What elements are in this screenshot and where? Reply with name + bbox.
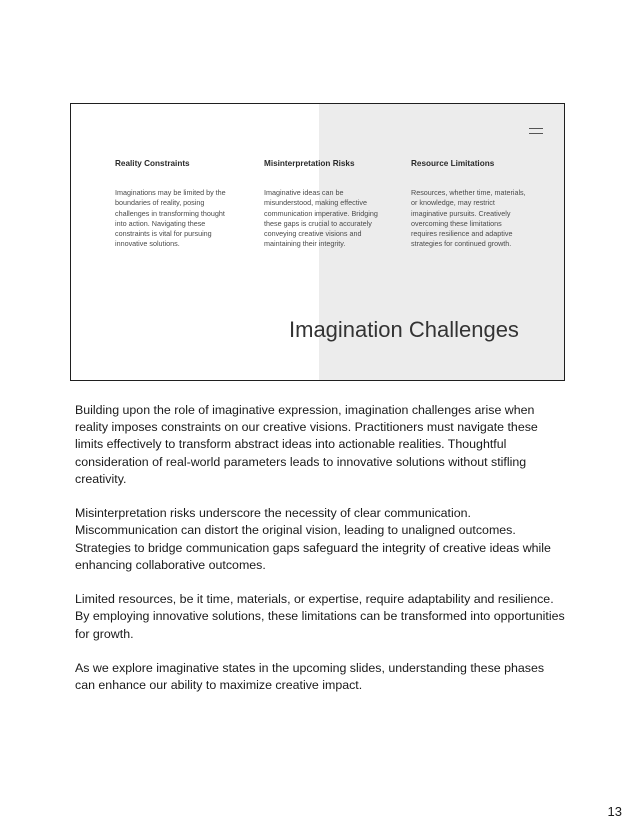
- column-misinterpretation-risks: [264, 159, 382, 250]
- speaker-notes: [75, 402, 567, 712]
- page-number: 13: [607, 804, 622, 819]
- notes-paragraph: Misinterpretation risks underscore the necessity of clear communication. Miscommunication can distort the original vision, leading to unaligned outcomes. Strategies to bridge communication gaps safeguard the integrity of creative ideas while enhancing collaborative outcomes.: [75, 506, 551, 572]
- hamburger-menu-icon: [529, 128, 543, 134]
- column-body: Imaginations may be limited by the boundaries of reality, posing challenges in transforming thought into action. Navigating these constraints is vital for pursuing innovative solutions.: [115, 188, 226, 249]
- column-heading: Resource Limitations: [411, 159, 495, 168]
- column-body: Resources, whether time, materials, or knowledge, may restrict imaginative pursuits. Creatively overcoming these limitations requires resilience and adaptive strategies for continued growth.: [411, 188, 526, 249]
- column-resource-limitations: [411, 159, 529, 250]
- notes-paragraph: Limited resources, be it time, materials, or expertise, require adaptability and resilience. By employing innovative solutions, these limitations can be transformed into opportunities for growth.: [75, 592, 565, 641]
- slide-title: Imagination Challenges: [289, 317, 519, 342]
- notes-paragraph: Building upon the role of imaginative expression, imagination challenges arise when reality imposes constraints on our creative visions. Practitioners must navigate these limits effectively to transform abstract ideas into actionable realities. Thoughtful consideration of real-world parameters leads to innovative solutions without stifling creativity.: [75, 403, 538, 486]
- slide-thumbnail: [70, 103, 565, 381]
- notes-paragraph: As we explore imaginative states in the upcoming slides, understanding these phases can enhance our ability to maximize creative impact.: [75, 661, 545, 693]
- column-heading: Misinterpretation Risks: [264, 159, 355, 168]
- column-body: Imaginative ideas can be misunderstood, making effective communication imperative. Bridging these gaps is crucial to accurately conveying creative visions and maintaining their integrity.: [264, 188, 378, 249]
- column-heading: Reality Constraints: [115, 159, 190, 168]
- column-reality-constraints: [115, 159, 233, 250]
